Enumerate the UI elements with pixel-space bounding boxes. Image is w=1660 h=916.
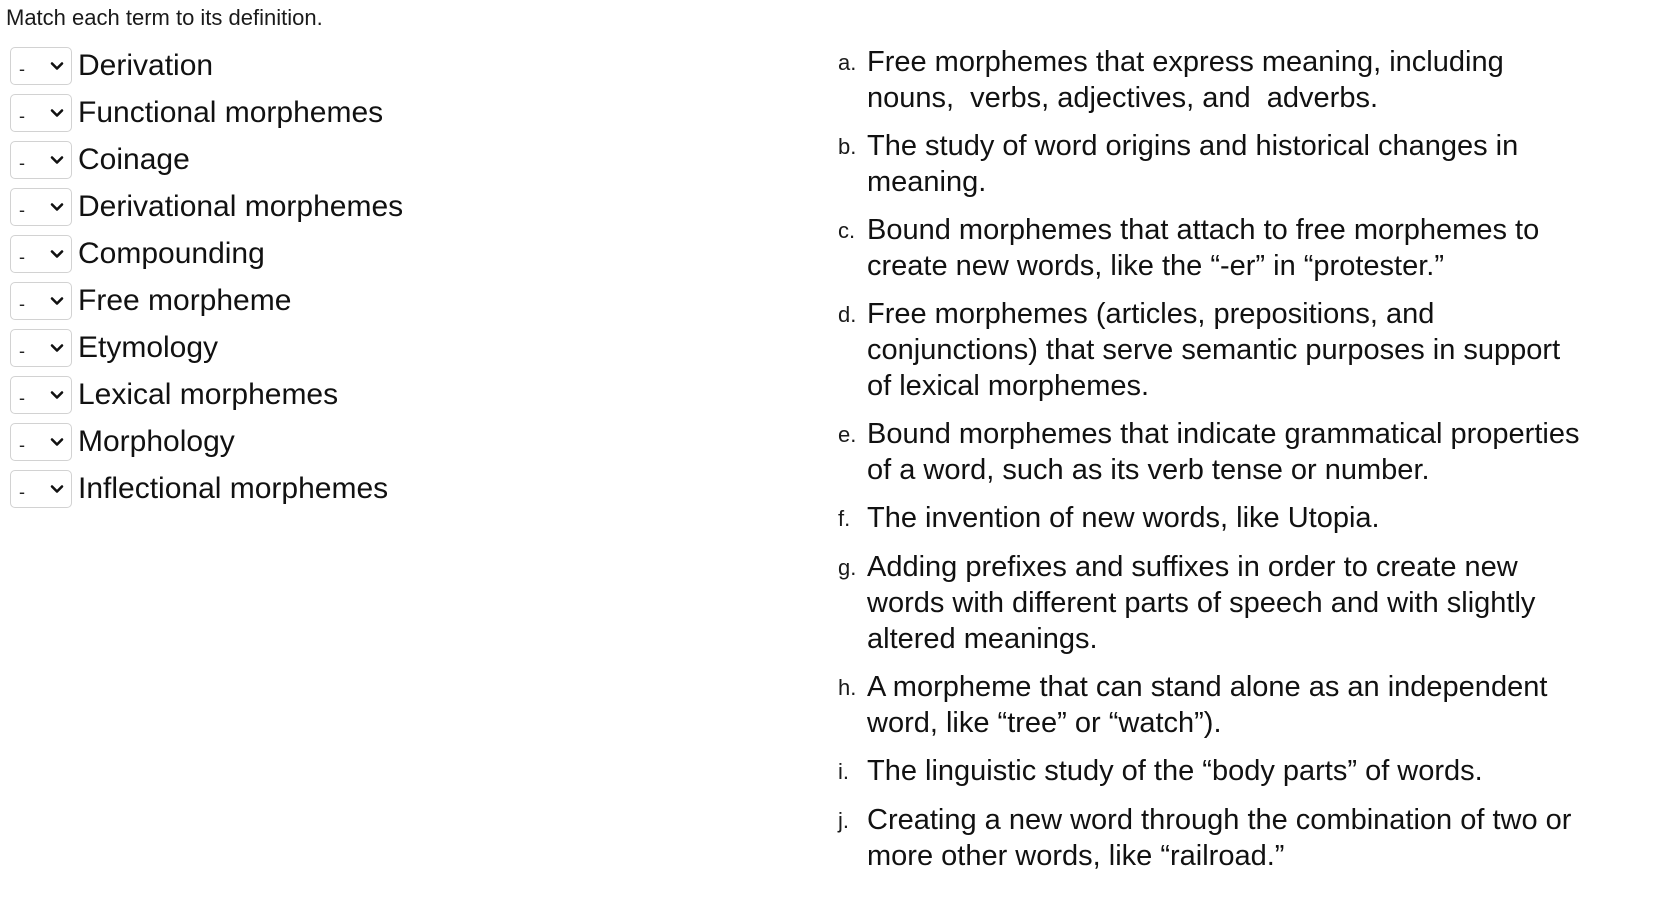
term-label: Morphology — [78, 425, 235, 458]
match-select-etymology[interactable] — [10, 329, 72, 367]
match-select-functional-morphemes[interactable] — [10, 94, 72, 132]
select-value: - — [19, 59, 25, 79]
select-value: - — [19, 388, 25, 408]
instructions-text: Match each term to its definition. — [6, 5, 323, 30]
term-label: Free morpheme — [78, 284, 292, 317]
chevron-down-icon — [49, 246, 65, 262]
select-value: - — [19, 247, 25, 267]
definition-item-g — [838, 549, 1658, 657]
term-label: Etymology — [78, 331, 219, 364]
definition-text: Free morphemes that express meaning, including nouns, verbs, adjectives, and adverbs. — [867, 46, 1504, 114]
term-row-lexical-morphemes — [10, 374, 403, 416]
chevron-down-icon — [49, 387, 65, 403]
definition-text: Bound morphemes that indicate grammatical properties of a word, such as its verb tense or number. — [867, 418, 1580, 486]
term-label: Coinage — [78, 143, 190, 176]
match-select-coinage[interactable] — [10, 141, 72, 179]
term-row-compounding — [10, 233, 403, 275]
definition-item-f — [838, 500, 1658, 537]
match-select-lexical-morphemes[interactable] — [10, 376, 72, 414]
definition-text: Creating a new word through the combination of two or more other words, like “railroad.” — [867, 804, 1572, 872]
chevron-down-icon — [49, 481, 65, 497]
definition-letter: j. — [838, 808, 849, 833]
terms-list — [10, 45, 403, 515]
definition-item-h — [838, 669, 1658, 741]
term-row-derivational-morphemes — [10, 186, 403, 228]
term-label: Derivational morphemes — [78, 190, 404, 223]
match-select-compounding[interactable] — [10, 235, 72, 273]
definition-letter: e. — [838, 422, 857, 447]
match-select-inflectional-morphemes[interactable] — [10, 470, 72, 508]
chevron-down-icon — [49, 58, 65, 74]
chevron-down-icon — [49, 199, 65, 215]
definitions-list — [838, 44, 1658, 886]
definition-text: Adding prefixes and suffixes in order to create new words with different parts of speech and with slightly altered meanings. — [867, 551, 1536, 655]
select-value: - — [19, 482, 25, 502]
definition-text: The study of word origins and historical changes in meaning. — [867, 130, 1519, 198]
term-label: Inflectional morphemes — [78, 472, 389, 505]
term-row-coinage — [10, 139, 403, 181]
definition-letter: b. — [838, 134, 857, 159]
definition-letter: a. — [838, 50, 857, 75]
match-select-derivation[interactable] — [10, 47, 72, 85]
definition-letter: d. — [838, 302, 857, 327]
chevron-down-icon — [49, 434, 65, 450]
term-row-derivation — [10, 45, 403, 87]
definition-text: Bound morphemes that attach to free morphemes to create new words, like the “-er” in “protester.” — [867, 214, 1540, 282]
term-label: Lexical morphemes — [78, 378, 339, 411]
select-value: - — [19, 435, 25, 455]
chevron-down-icon — [49, 152, 65, 168]
select-value: - — [19, 153, 25, 173]
select-value: - — [19, 341, 25, 361]
term-row-functional-morphemes — [10, 92, 403, 134]
match-select-free-morpheme[interactable] — [10, 282, 72, 320]
definition-text: Free morphemes (articles, prepositions, and conjunctions) that serve semantic purposes in support of lexical morphemes. — [867, 298, 1561, 402]
definition-letter: f. — [838, 506, 851, 531]
definition-item-a — [838, 44, 1658, 116]
definition-item-i — [838, 753, 1658, 790]
term-label: Functional morphemes — [78, 96, 384, 129]
select-value: - — [19, 200, 25, 220]
definition-item-d — [838, 296, 1658, 404]
term-label: Derivation — [78, 49, 214, 82]
term-row-inflectional-morphemes — [10, 468, 403, 510]
definition-text: The invention of new words, like Utopia. — [867, 502, 1380, 534]
definition-letter: c. — [838, 218, 856, 243]
definition-item-b — [838, 128, 1658, 200]
term-row-free-morpheme — [10, 280, 403, 322]
select-value: - — [19, 294, 25, 314]
term-row-morphology — [10, 421, 403, 463]
definition-letter: i. — [838, 759, 849, 784]
definition-text: The linguistic study of the “body parts” of words. — [867, 755, 1483, 787]
match-select-derivational-morphemes[interactable] — [10, 188, 72, 226]
select-value: - — [19, 106, 25, 126]
term-label: Compounding — [78, 237, 265, 270]
definition-text: A morpheme that can stand alone as an independent word, like “tree” or “watch”). — [867, 671, 1548, 739]
definition-letter: g. — [838, 555, 857, 580]
chevron-down-icon — [49, 340, 65, 356]
chevron-down-icon — [49, 293, 65, 309]
match-select-morphology[interactable] — [10, 423, 72, 461]
definition-item-c — [838, 212, 1658, 284]
definition-item-j — [838, 802, 1658, 874]
definition-letter: h. — [838, 675, 857, 700]
definition-item-e — [838, 416, 1658, 488]
chevron-down-icon — [49, 105, 65, 121]
term-row-etymology — [10, 327, 403, 369]
